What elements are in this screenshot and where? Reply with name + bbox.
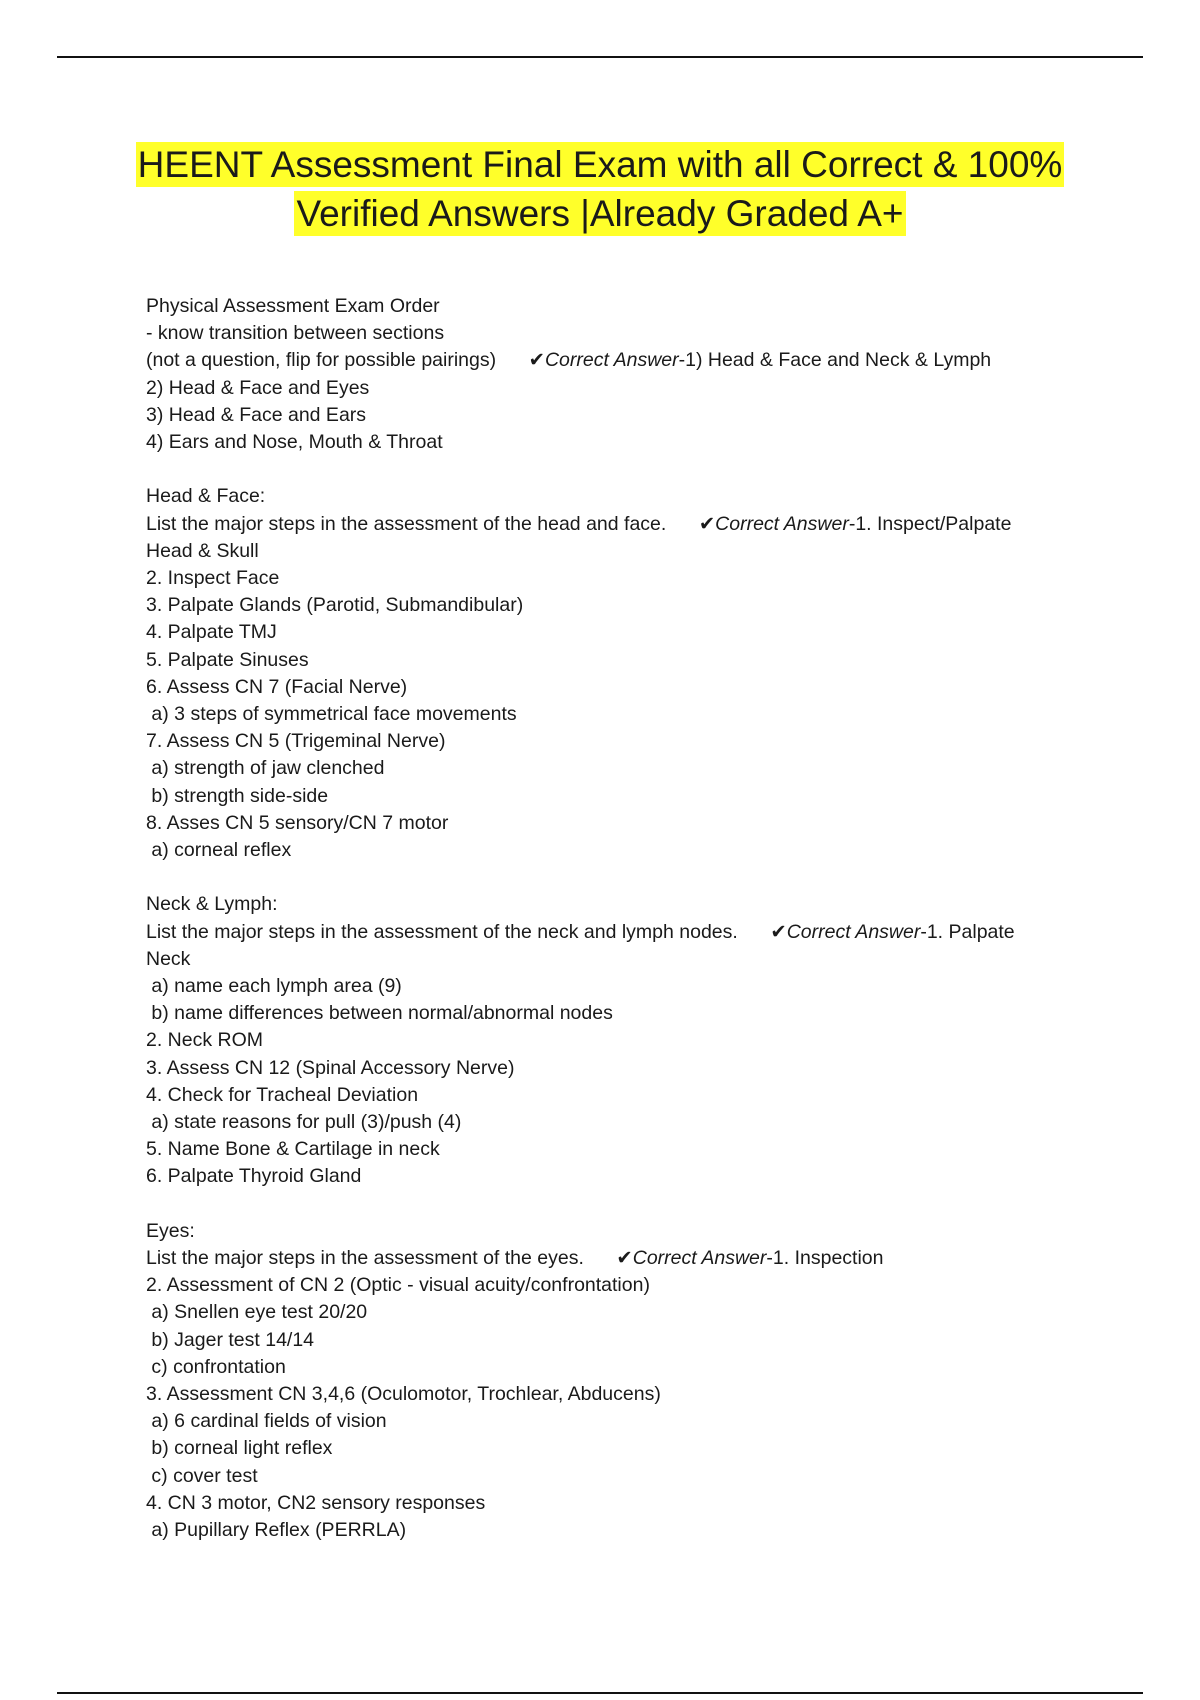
list-item: a) name each lymph area (9) bbox=[146, 975, 402, 998]
title-line-2: Verified Answers |Already Graded A+ bbox=[296, 193, 904, 234]
list-item: 4. Palpate TMJ bbox=[146, 621, 277, 644]
list-item: 2) Head & Face and Eyes bbox=[146, 376, 370, 399]
answer-text: -1. Inspect/Palpate bbox=[848, 512, 1012, 535]
section-heading: Neck & Lymph: bbox=[146, 893, 278, 916]
question-line: - know transition between sections bbox=[146, 322, 445, 345]
answer-label: Correct Answer bbox=[715, 512, 849, 535]
list-item: 6. Palpate Thyroid Gland bbox=[146, 1165, 362, 1188]
list-item: b) corneal light reflex bbox=[146, 1437, 333, 1460]
check-icon: ✔ bbox=[698, 512, 716, 535]
list-item: 8. Asses CN 5 sensory/CN 7 motor bbox=[146, 811, 449, 834]
list-item: 4. CN 3 motor, CN2 sensory responses bbox=[146, 1491, 486, 1514]
answer-marker bbox=[529, 349, 679, 371]
document-body bbox=[146, 293, 1066, 1571]
section-heading: Eyes: bbox=[146, 1219, 195, 1242]
list-item: 7. Assess CN 5 (Trigeminal Nerve) bbox=[146, 730, 446, 753]
list-item: a) Pupillary Reflex (PERRLA) bbox=[146, 1519, 407, 1542]
list-item: 3. Palpate Glands (Parotid, Submandibular) bbox=[146, 594, 524, 617]
check-icon: ✔ bbox=[770, 920, 787, 943]
list-item: a) 3 steps of symmetrical face movements bbox=[146, 703, 517, 726]
list-item: 5. Palpate Sinuses bbox=[146, 648, 309, 671]
list-item: 3) Head & Face and Ears bbox=[146, 403, 367, 426]
question-line: Physical Assessment Exam Order bbox=[146, 295, 440, 317]
list-item: 2. Neck ROM bbox=[146, 1029, 264, 1052]
answer-marker bbox=[770, 921, 920, 943]
bottom-rule bbox=[57, 1692, 1143, 1694]
list-item: a) strength of jaw clenched bbox=[146, 757, 385, 780]
question-text: (not a question, flip for possible pairings) bbox=[146, 349, 497, 372]
answer-marker bbox=[616, 1247, 766, 1269]
list-item: 2. Assessment of CN 2 (Optic - visual acuity/confrontation) bbox=[146, 1274, 650, 1297]
list-item: c) cover test bbox=[146, 1464, 258, 1487]
answer-continuation: Head & Skull bbox=[146, 539, 259, 562]
list-item: a) 6 cardinal fields of vision bbox=[146, 1410, 387, 1433]
list-item: 4. Check for Tracheal Deviation bbox=[146, 1083, 419, 1106]
list-item: a) Snellen eye test 20/20 bbox=[146, 1301, 368, 1324]
list-item: c) confrontation bbox=[146, 1355, 286, 1378]
section-heading: Head & Face: bbox=[146, 485, 266, 508]
list-item: 3. Assessment CN 3,4,6 (Oculomotor, Trochlear, Abducens) bbox=[146, 1383, 661, 1406]
list-item: b) Jager test 14/14 bbox=[146, 1328, 315, 1351]
answer-text: -1. Inspection bbox=[766, 1247, 884, 1270]
answer-text: -1. Palpate bbox=[920, 920, 1015, 943]
title-line-1: HEENT Assessment Final Exam with all Correct & 100% bbox=[137, 144, 1063, 185]
list-item: a) corneal reflex bbox=[146, 839, 292, 862]
list-item: 4) Ears and Nose, Mouth & Throat bbox=[146, 431, 443, 454]
document-title bbox=[100, 140, 1100, 238]
answer-continuation: Neck bbox=[146, 947, 191, 970]
answer-marker bbox=[699, 513, 849, 535]
list-item: b) name differences between normal/abnormal nodes bbox=[146, 1002, 613, 1025]
question-text: List the major steps in the assessment of the head and face. bbox=[146, 512, 667, 535]
list-item: a) state reasons for pull (3)/push (4) bbox=[146, 1111, 462, 1134]
section-neck-lymph bbox=[146, 891, 1066, 1190]
list-item: b) strength side-side bbox=[146, 784, 329, 807]
answer-text: -1) Head & Face and Neck & Lymph bbox=[678, 349, 992, 372]
section-head-face bbox=[146, 483, 1066, 864]
section-eyes bbox=[146, 1218, 1066, 1544]
list-item: 2. Inspect Face bbox=[146, 567, 280, 590]
answer-label: Correct Answer bbox=[544, 349, 679, 372]
list-item: 6. Assess CN 7 (Facial Nerve) bbox=[146, 675, 408, 698]
check-icon: ✔ bbox=[528, 349, 545, 372]
question-answer-line bbox=[146, 919, 1066, 946]
question-answer-line bbox=[146, 347, 1066, 374]
list-item: 3. Assess CN 12 (Spinal Accessory Nerve) bbox=[146, 1056, 515, 1079]
list-item: 5. Name Bone & Cartilage in neck bbox=[146, 1138, 440, 1161]
answer-label: Correct Answer bbox=[786, 920, 921, 943]
top-rule bbox=[57, 56, 1143, 58]
check-icon: ✔ bbox=[616, 1247, 633, 1270]
answer-label: Correct Answer bbox=[632, 1247, 767, 1270]
question-answer-line bbox=[146, 511, 1066, 538]
question-text: List the major steps in the assessment of the neck and lymph nodes. bbox=[146, 920, 738, 943]
section-exam-order bbox=[146, 293, 1066, 456]
question-text: List the major steps in the assessment of the eyes. bbox=[146, 1247, 584, 1270]
question-answer-line bbox=[146, 1245, 1066, 1272]
